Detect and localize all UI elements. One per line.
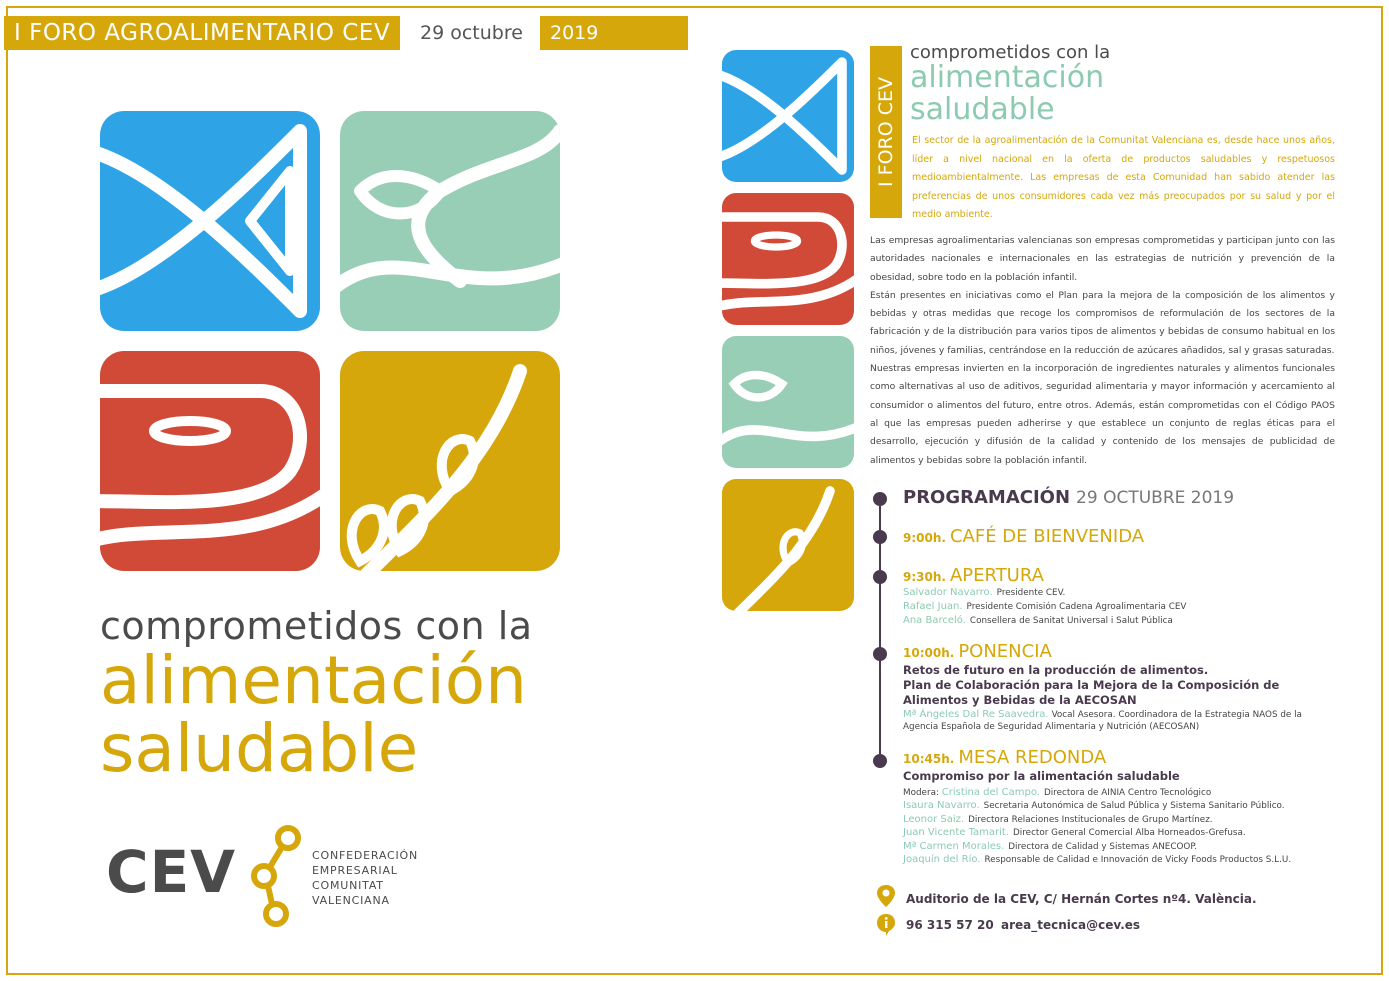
location-pin-icon <box>876 884 896 908</box>
body-paragraph: Nuestras empresas invierten en la incorporación de ingredientes naturales y alimentos funcionales como alternativas al uso de aditivos, seguridad alimentaria y mayor información y acercamiento al consumidor o alimentos del futuro, entre otros. Además, están comprometidas con el Código PAOS al que las empresas pueden adherirse y que establece un conjunto de reglas éticas para el desarrollo, ejecución y difusión de la calidad y contenido de los mensajes de publicidad de alimentos y bebidas sobre la población infantil. <box>870 363 1335 466</box>
speaker-line: Ana Barceló. Consellera de Sanitat Universal i Salut Pública <box>903 615 1173 626</box>
timeline-dot <box>873 754 887 768</box>
right-heading-2: alimentación <box>910 60 1105 95</box>
steak-icon <box>722 193 854 325</box>
vertical-label: I FORO CEV <box>875 77 897 187</box>
small-grain-tile <box>722 479 854 611</box>
fish-icon <box>100 111 320 331</box>
program-item: 10:00h. PONENCIA <box>903 641 1052 662</box>
contact-phone[interactable]: 96 315 57 20 <box>906 918 994 932</box>
banner-date: 29 octubre <box>420 22 523 44</box>
speaker-line: Mª Carmen Morales. Directora de Calidad y Sistemas ANECOOP. <box>903 841 1198 852</box>
timeline-dot <box>873 492 887 506</box>
talk-title: Plan de Colaboración para la Mejora de la Composición de <box>903 678 1280 692</box>
small-meat-tile <box>722 193 854 325</box>
body-paragraph: Están presentes en iniciativas como el Plan para la mejora de la composición de los alimentos y bebidas y otras medidas que recoge los compromisos de reformulación de los sectores de la fabricación y de la distribución para varios tipos de alimentos y bebidas de consumo habitual en los niños, jóvenes y familias, centrándose en la reducción de azúcares añadidos, sal y grasas saturadas. <box>870 289 1335 356</box>
meat-tile <box>100 351 320 571</box>
small-fish-tile <box>722 50 854 182</box>
speaker-line: Salvador Navarro. Presidente CEV. <box>903 587 1066 598</box>
speaker-line: Rafael Juan. Presidente Comisión Cadena Agroalimentaria CEV <box>903 601 1187 612</box>
program-item: 10:45h. MESA REDONDA <box>903 747 1107 768</box>
speaker-line: Juan Vicente Tamarit. Director General Comercial Alba Horneados-Grefusa. <box>903 827 1246 838</box>
right-heading-3: saludable <box>910 92 1055 127</box>
body-text <box>870 232 1335 470</box>
timeline-dot <box>873 647 887 661</box>
timeline-dot <box>873 570 887 584</box>
venue-address: Auditorio de la CEV, C/ Hernán Cortes nº4. València. <box>906 892 1257 906</box>
cev-logo-acronym: CEV <box>106 838 237 906</box>
banner-year: 2019 <box>540 16 688 50</box>
small-leaf-tile <box>722 336 854 468</box>
grain-tile <box>340 351 560 571</box>
program-title: PROGRAMACIÓN 29 OCTUBRE 2019 <box>903 487 1235 508</box>
slogan-line-3: saludable <box>100 710 419 787</box>
speaker-line: Isaura Navarro. Secretaria Autonómica de Salud Pública y Sistema Sanitario Público. <box>903 800 1285 811</box>
body-paragraph: Las empresas agroalimentarias valencianas son empresas comprometidas y participan junto con las autoridades nacionales e internacionales en las estrategias de nutrición y prevención de la obesidad, sobre todo en la población infantil. <box>870 235 1335 283</box>
talk-title: Retos de futuro en la producción de alimentos. <box>903 663 1209 677</box>
speaker-line: Mª Ángeles Dal Re Saavedra. Vocal Asesora. Coordinadora de la Estrategia NAOS de la Agencia Española de Seguridad Alimentaria y Nutrición (AECOSAN) <box>903 709 1302 732</box>
roundtable-subtitle: Compromiso por la alimentación saludable <box>903 769 1180 783</box>
steak-icon <box>100 351 320 571</box>
intro-paragraph: El sector de la agroalimentación de la Comunitat Valenciana es, desde hace unos años, líder a nivel nacional en la oferta de productos saludables y respetuosos medioambientalmente. Las empresas de esta Comunidad han sabido atender las preferencias de unos consumidores cada vez más preocupados por su salud y por el medio ambiente. <box>912 135 1335 220</box>
right-heading-1: comprometidos con la <box>910 42 1111 63</box>
cev-chain-icon <box>240 822 306 930</box>
fish-tile <box>100 111 320 331</box>
banner-title: I FORO AGROALIMENTARIO CEV <box>4 16 400 50</box>
speaker-line: Joaquín del Río. Responsable de Calidad e Innovación de Vicky Foods Productos S.L.U. <box>903 854 1292 865</box>
slogan-line-1: comprometidos con la <box>100 604 533 648</box>
fish-icon <box>722 50 854 182</box>
sprout-icon <box>340 111 560 331</box>
info-icon <box>876 913 896 937</box>
moderator-line: Modera: Cristina del Campo. Directora de AINIA Centro Tecnológico <box>903 787 1212 798</box>
wheat-icon <box>722 479 854 611</box>
talk-title: Alimentos y Bebidas de la AECOSAN <box>903 693 1137 707</box>
leaf-tile <box>340 111 560 331</box>
program-item: 9:30h. APERTURA <box>903 565 1044 586</box>
speaker-line: Leonor Saiz. Directora Relaciones Institucionales de Grupo Martínez. <box>903 814 1213 825</box>
sprout-icon <box>722 336 854 468</box>
timeline-dot <box>873 530 887 544</box>
cev-full-name: CONFEDERACIÓN EMPRESARIAL COMUNITAT VALENCIANA <box>312 849 419 907</box>
program-item: 9:00h. CAFÉ DE BIENVENIDA <box>903 526 1145 547</box>
wheat-icon <box>340 351 560 571</box>
slogan-line-2: alimentación <box>100 642 528 719</box>
contact-email[interactable]: area_tecnica@cev.es <box>1001 918 1141 932</box>
